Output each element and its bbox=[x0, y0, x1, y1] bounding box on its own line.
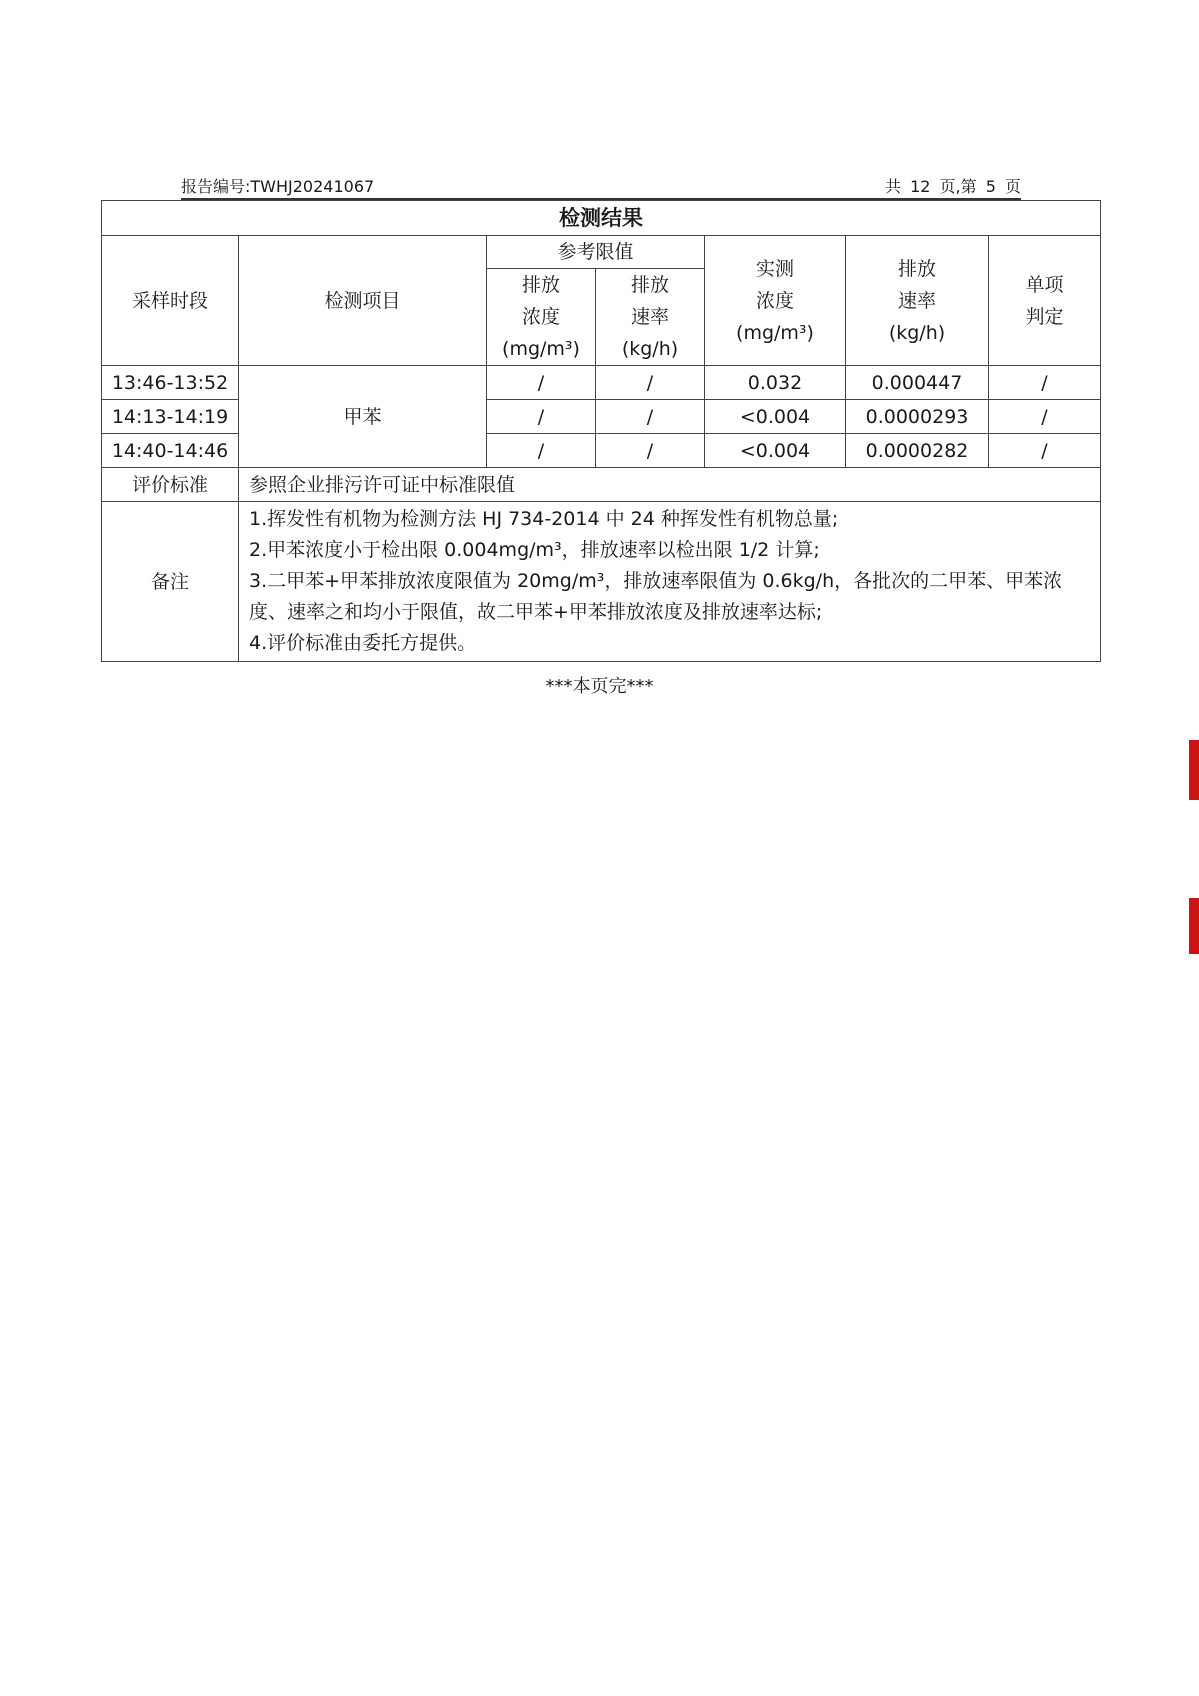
seal-stamp-fragment-icon bbox=[1189, 898, 1199, 954]
results-table bbox=[101, 200, 1101, 662]
header-text: 速率 bbox=[897, 289, 936, 312]
cell-rate: 0.0000282 bbox=[846, 434, 989, 468]
cell-conc: <0.004 bbox=[705, 434, 846, 468]
standard-value: 参照企业排污许可证中标准限值 bbox=[239, 468, 1101, 502]
page-end-marker: ***本页完*** bbox=[545, 676, 654, 697]
header-test-item: 检测项目 bbox=[239, 236, 487, 366]
header-sampling-time: 采样时段 bbox=[102, 236, 239, 366]
notes-row bbox=[102, 502, 1101, 662]
header-measured-rate bbox=[846, 236, 989, 366]
cell-limit-conc: / bbox=[487, 400, 596, 434]
header-text: (kg/h) bbox=[621, 338, 679, 360]
cell-limit-rate: / bbox=[596, 366, 705, 400]
cell-time: 14:13-14:19 bbox=[102, 400, 239, 434]
report-number: 报告编号:TWHJ20241067 bbox=[181, 177, 375, 196]
cell-rate: 0.000447 bbox=[846, 366, 989, 400]
notes-label: 备注 bbox=[102, 502, 239, 662]
cell-time: 14:40-14:46 bbox=[102, 434, 239, 468]
cell-time: 13:46-13:52 bbox=[102, 366, 239, 400]
header-text: 单项 bbox=[1025, 273, 1064, 296]
standard-label: 评价标准 bbox=[102, 468, 239, 502]
header-text: 排放 bbox=[630, 274, 669, 296]
cell-limit-rate: / bbox=[596, 400, 705, 434]
cell-judge: / bbox=[989, 366, 1101, 400]
header-text: 判定 bbox=[1025, 305, 1064, 328]
note-line: 1.挥发性有机物为检测方法 HJ 734-2014 中 24 种挥发性有机物总量; bbox=[249, 508, 839, 530]
note-line: 2.甲苯浓度小于检出限 0.004mg/m³，排放速率以检出限 1/2 计算; bbox=[249, 539, 820, 561]
header-text: 浓度 bbox=[755, 289, 794, 312]
page-header bbox=[181, 174, 1021, 200]
header-text: 速率 bbox=[630, 306, 669, 328]
cell-rate: 0.0000293 bbox=[846, 400, 989, 434]
seal-stamp-fragment-icon bbox=[1189, 740, 1199, 800]
page-info: 共 12 页,第 5 页 bbox=[885, 177, 1021, 196]
table-title: 检测结果 bbox=[102, 201, 1101, 236]
header-text: 浓度 bbox=[521, 306, 560, 328]
notes-content bbox=[239, 502, 1101, 662]
cell-limit-conc: / bbox=[487, 366, 596, 400]
header-measured-conc bbox=[705, 236, 846, 366]
standard-row bbox=[102, 468, 1101, 502]
header-text: (mg/m³) bbox=[736, 321, 814, 344]
cell-judge: / bbox=[989, 400, 1101, 434]
header-emission-conc bbox=[487, 269, 596, 366]
table-row bbox=[102, 366, 1101, 400]
cell-item: 甲苯 bbox=[239, 366, 487, 468]
cell-judge: / bbox=[989, 434, 1101, 468]
header-text: 实测 bbox=[755, 257, 794, 280]
header-reference-limit: 参考限值 bbox=[487, 236, 705, 269]
cell-limit-rate: / bbox=[596, 434, 705, 468]
header-text: (kg/h) bbox=[888, 321, 946, 344]
cell-conc: 0.032 bbox=[705, 366, 846, 400]
header-text: 排放 bbox=[897, 257, 936, 280]
header-judgement bbox=[989, 236, 1101, 366]
note-line: 3.二甲苯+甲苯排放浓度限值为 20mg/m³，排放速率限值为 0.6kg/h，各批次的二甲苯、甲苯浓度、速率之和均小于限值，故二甲苯+甲苯排放浓度及排放速率达标; bbox=[249, 570, 1063, 623]
header-text: (mg/m³) bbox=[502, 338, 580, 360]
header-text: 排放 bbox=[521, 274, 560, 296]
header-emission-rate bbox=[596, 269, 705, 366]
cell-limit-conc: / bbox=[487, 434, 596, 468]
cell-conc: <0.004 bbox=[705, 400, 846, 434]
note-line: 4.评价标准由委托方提供。 bbox=[249, 632, 477, 654]
